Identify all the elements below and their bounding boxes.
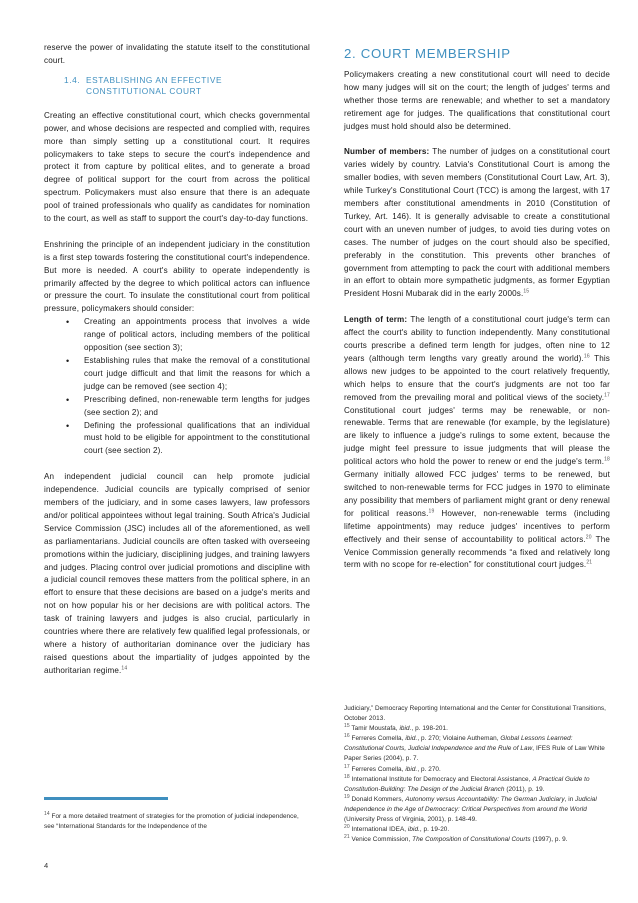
paragraph-judicial-council: An independent judicial council can help promote judicial independence. Judicial councils are typically comprised of senior members of the judiciary, and in some cases lawyers, law professors and/or political appointees without legal training. South Africa's Judicial Service Commission (JSC) includes all of the aforementioned, as well as parliamentarians. Judicial councils are often tasked with overseeing promotions within the judiciary, disciplining judges, and training lawyers and judges. Placing control over judicial promotions and discipline with a judicial council removes these matters from the political sphere, in an effort to ensure that these decisions are based on a judge's merits and not on how popular his or her decisions are with political actors. The task of training lawyers and judges is also crucial, particularly in countries where there are relatively few qualified legal professionals, or where a history of authoritarian dominance over the judiciary has raised questions about the impartiality of judges appointed by the authoritarian regime.$^{14}$ (44, 472, 310, 675)
footnote-17: $^{17}$ Ferreres Comella, ibid., p. 270. (344, 763, 441, 773)
list-item: • Prescribing defined, non-renewable term lengths for judges (see section 2); and (44, 394, 310, 420)
footnote-ref[interactable]: 16 (583, 353, 590, 360)
footnote-ref[interactable]: 21 (586, 559, 593, 566)
footnote-ref[interactable]: 18 (604, 456, 610, 463)
section-number: 1.4. (64, 74, 81, 85)
section-heading-court-membership: 2. COURT MEMBERSHIP (344, 46, 511, 61)
paragraph-length-of-term: Length of term: The length of a constitutional court judge's term can affect the court's ability to function independently. Many constitutional courts prescribe a defined term length for judges, often nine to 12 years (although term lengths vary greatly around the world).$^{16}$ This allows new judges to be appointed to the court relatively frequently, which helps to ensure that the court's judgments are not too far removed from the prevailing moral and political views of the society.$^{17}$ Constitutional court judges' terms may be renewable, or non-renewable. Terms that are renewable (for example, by the legislature) are likely to influence a judge's rulings to some extent, because the judge might feel pressure to issue judgments that will please the political actors who hold the power to renew or end the judge's term.$^{18}$ Germany initially allowed FCC judges' terms to be renewed, but switched to non-renewable terms for FCC judges in 1970 to eliminate any possibility that members of parliament might grant or deny renewal for political reasons.$^{19}$ However, non-renewable terms (including lifetime appointments) may reduce judges' incentives to perform effectively and their sense of accountability to political actors.$^{20}$ The Venice Commission generally recommends “a fixed and relatively long term with no scope for re-election” for constitutional court judges.$^{21}$ (344, 315, 611, 570)
list-item: • Creating an appointments process that involves a wide range of political actors, including members of the political opposition (see section 3); (44, 316, 310, 355)
footnote-ref[interactable]: 14 (121, 665, 128, 672)
footnote-16: $^{16}$ Ferreres Comella, ibid., p. 270; Violaine Autheman, Global Lessons Learned: Constitutional Courts, Judicial Independence and the Rule of Law, IFES Rule of Law White Paper Series (2004), p. 7. (344, 733, 605, 763)
left-column (44, 42, 310, 678)
consideration-list (44, 316, 310, 458)
page-number: 4 (44, 861, 49, 870)
footnote-continuation: Judiciary,” Democracy Reporting International and the Center for Constitutional Transitions, October 2013. (344, 705, 607, 723)
list-item: • Establishing rules that make the removal of a constitutional court judge difficult and that limit the reasons for which a judge can be removed (see section 4); (44, 355, 310, 394)
footnote-14: $^{14}$ For a more detailed treatment of strategies for the promotion of judicial independence, see “International Standards for the Independence of the (44, 810, 299, 831)
footnote-divider (44, 797, 168, 800)
footnote-19: $^{19}$ Donald Kommers, Autonomy versus Accountability: The German Judiciary, in Judicial Independence in the Age of Democracy: Critical Perspectives from around the World (University Press of Virginia, 2001), p. 148-49. (344, 793, 597, 824)
footnote-20: $^{20}$ International IDEA, ibid., p. 19-20. (344, 824, 450, 834)
footnote-ref[interactable]: 19 (428, 508, 435, 515)
section-heading-1-4 (64, 75, 310, 98)
footnote-15: $^{15}$ Tamir Moustafa, ibid., p. 198-201. (344, 723, 448, 733)
footnote-21: $^{21}$ Venice Commission, The Composition of Constitutional Courts (1997), p. 9. (344, 834, 568, 844)
footnote-ref[interactable]: 15 (523, 288, 530, 295)
footnote-ref[interactable]: 17 (604, 391, 610, 398)
footnote-ref[interactable]: 20 (585, 533, 592, 540)
footnotes-left (44, 812, 310, 832)
section-title-line1: ESTABLISHING AN EFFECTIVE (86, 74, 223, 85)
lead-number-of-members: Number of members: (344, 147, 430, 157)
footnote-18: $^{18}$ International Institute for Democracy and Electoral Assistance, A Practical Guide to Constitution-Building: The Design of the Judicial Branch (2011), p. 19. (344, 773, 590, 793)
list-item: • Defining the professional qualifications that an individual must hold to be eligible for appointment to the constitutional court (see section 2). (44, 420, 310, 459)
footnotes-right (344, 704, 610, 845)
right-column (344, 42, 610, 572)
lead-length-of-term: Length of term: (344, 315, 408, 325)
paragraph-independent-judiciary: Enshrining the principle of an independent judiciary in the constitution is a first step towards fostering the constitutional court's independence. But more is needed. A court's ability to operate independently is primarily affected by the degree to which political actors can influence or pressure the court. To insulate the constitutional court from political pressure, policymakers should consider: (44, 239, 310, 314)
paragraph-continuation: reserve the power of invalidating the statute itself to the constitutional court. (44, 43, 310, 65)
paragraph-number-of-members: Number of members: The number of judges on a constitutional court varies widely by country. Latvia's Constitutional Court is among the smaller bodies, with seven members (Constitutional Court Law, Art. 3), while Turkey's Constitutional Court (TCC) is among the largest, with 17 members after constitutional amendments in 2010 (Constitution of Turkey, Art. 146). It is generally advisable to create a constitutional court with an uneven number of judges, to avoid ties during votes on cases. The number of judges on the court should also be specified, preferably in the constitution. This prevents other branches of government from attempting to pack the court with additional members in an effort to obtain more sympathetic judgments, as former Egyptian President Hosni Mubarak did in the early 2000s.$^{15}$ (344, 147, 610, 299)
paragraph-effective-court: Creating an effective constitutional court, which checks governmental power, and whose decisions are respected and complied with, requires more than simply setting up a constitutional court. It requires policymakers to take steps to secure the court's independence and protect it from capture by political elites, and to generate a broad degree of political support for the court from across the political spectrum. Policymakers must also ensure that there is an adequate pool of trained professionals who qualify as candidates for nomination to the court, as well as staff to support the court's day-to-day functions. (44, 110, 310, 224)
section-title-line2: CONSTITUTIONAL COURT (86, 86, 202, 97)
paragraph-court-membership-intro: Policymakers creating a new constitutional court will need to decide how many judges will sit on the court; the length of judges' terms and whether those terms are renewable; and whether to set a mandatory retirement age for judges. The qualifications that constitutional court judges must hold should also be determined. (344, 70, 610, 131)
